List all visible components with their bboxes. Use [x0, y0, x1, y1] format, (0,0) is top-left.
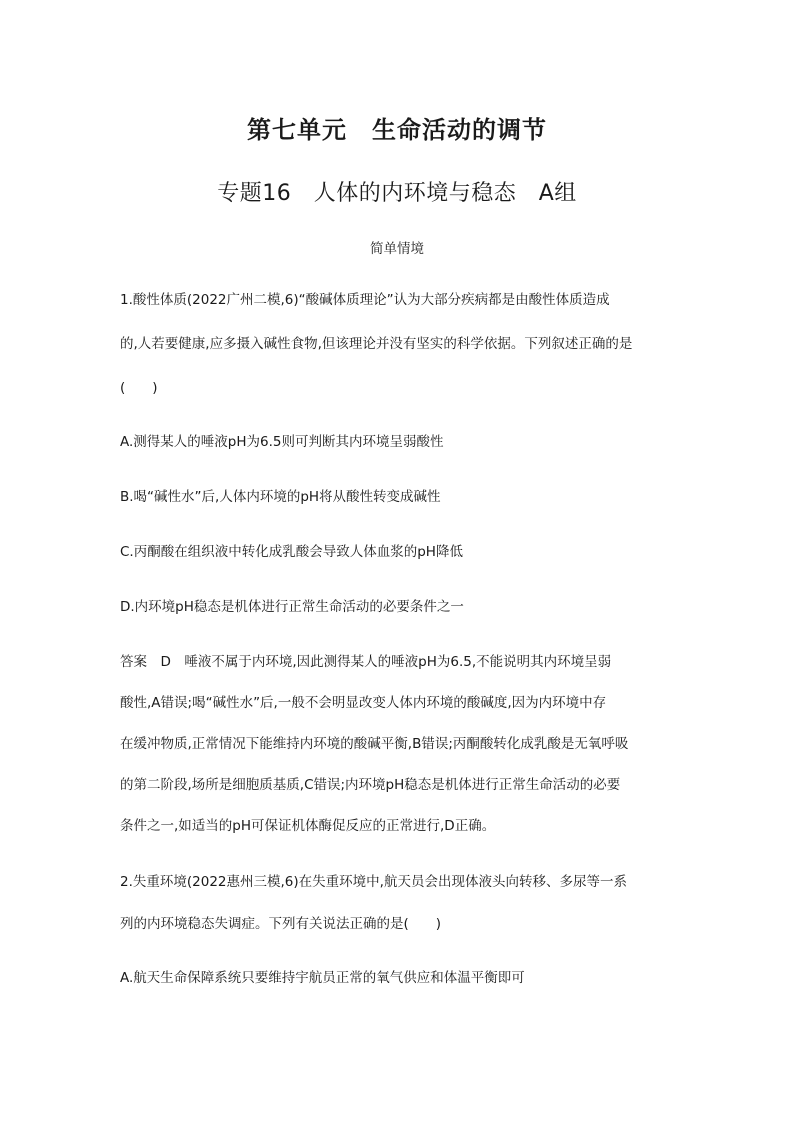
section-label: 简单情境	[370, 241, 424, 257]
q1-answer-line-2: 酸性,A错误;喝“碱性水”后,一般不会明显改变人体内环境的酸碱度,因为内环境中存	[120, 695, 607, 711]
q1-option-a: A.测得某人的唾液pH为6.5则可判断其内环境呈弱酸性	[120, 434, 444, 450]
q1-answer-line-4: 的第二阶段,场所是细胞质基质,C错误;内环境pH稳态是机体进行正常生命活动的必要	[120, 777, 621, 793]
q1-option-b: B.喝“碱性水”后,人体内环境的pH将从酸性转变成碱性	[120, 489, 441, 505]
q1-stem-line-2: 的,人若要健康,应多摄入碱性食物,但该理论并没有坚实的科学依据。下列叙述正确的是	[120, 336, 633, 352]
unit-title: 第七单元 生命活动的调节	[247, 116, 547, 144]
q1-answer-line-1: 答案 D 唾液不属于内环境,因此测得某人的唾液pH为6.5,不能说明其内环境呈弱	[120, 654, 612, 670]
q2-option-a: A.航天生命保障系统只要维持宇航员正常的氧气供应和体温平衡即可	[120, 970, 525, 986]
q2-stem-line-1: 2.失重环境(2022惠州三模,6)在失重环境中,航天员会出现体液头向转移、多尿等一系	[120, 874, 627, 890]
q1-option-c: C.丙酮酸在组织液中转化成乳酸会导致人体血浆的pH降低	[120, 544, 463, 560]
q1-answer-line-5: 条件之一,如适当的pH可保证机体酶促反应的正常进行,D正确。	[120, 818, 496, 834]
topic-title: 专题16 人体的内环境与稳态 A组	[217, 181, 577, 206]
q1-answer-bracket: ( )	[120, 380, 158, 396]
q1-answer-line-3: 在缓冲物质,正常情况下能维持内环境的酸碱平衡,B错误;丙酮酸转化成乳酸是无氧呼吸	[120, 736, 629, 752]
q2-stem-line-2: 列的内环境稳态失调症。下列有关说法正确的是( )	[120, 916, 442, 932]
q1-stem-line-1: 1.酸性体质(2022广州二模,6)“酸碱体质理论”认为大部分疾病都是由酸性体质造成	[120, 292, 610, 308]
q1-option-d: D.内环境pH稳态是机体进行正常生命活动的必要条件之一	[120, 599, 464, 615]
